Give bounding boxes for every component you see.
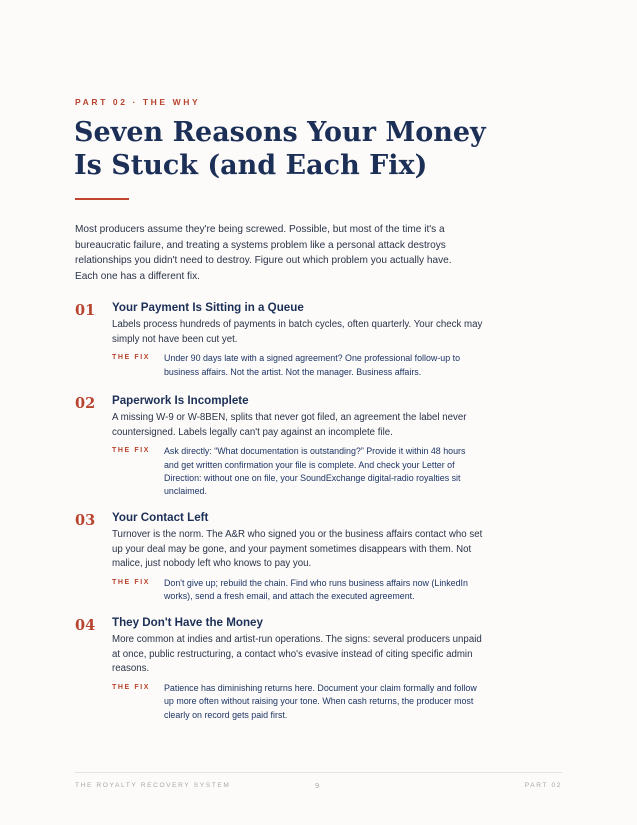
fix-text: Patience has diminishing returns here. Document your claim formally and follow up more often without raising your tone. When cash returns, the producer most clearly on record gets paid first. bbox=[164, 682, 477, 720]
fix-block bbox=[112, 445, 492, 499]
reason-text: Labels process hundreds of payments in batch cycles, often quarterly. Your check may simply not have been cut yet. bbox=[112, 319, 483, 345]
reason-title: They Don't Have the Money bbox=[112, 616, 263, 629]
fix-label: THE FIX bbox=[112, 447, 151, 455]
intro-paragraph: Most producers assume they're being screwed. Possible, but most of the time it's a bureaucratic failure, and treating a systems problem like a personal attack destroys relationships you didn't need to destroy. Figure out which problem you actually have. Each one has a different fix. bbox=[75, 224, 452, 282]
fix-label: THE FIX bbox=[112, 354, 151, 362]
fix-label: THE FIX bbox=[112, 578, 151, 586]
reason-body bbox=[112, 393, 492, 499]
section-eyebrow: PART 02 · THE WHY bbox=[75, 97, 201, 107]
reason-text: Turnover is the norm. The A&R who signed you or the business affairs contact who set up your deal may be gone, and your payment sometimes disappears with them. Not malice, just nobody left who knows to pay you. bbox=[112, 529, 483, 570]
reason-number: 01 bbox=[75, 302, 96, 319]
page-title bbox=[74, 116, 554, 182]
footer-divider bbox=[75, 772, 562, 773]
fix-block bbox=[112, 352, 492, 379]
footer-section-label: PART 02 bbox=[524, 782, 562, 789]
fix-text: Ask directly: “What documentation is outstanding?” Provide it within 48 hours and get written confirmation your file is complete. And check your Letter of Direction: without one on file, your SoundExchange digital-radio royalties sit unclaimed. bbox=[164, 446, 466, 497]
fix-block bbox=[112, 577, 492, 604]
fix-text: Under 90 days late with a signed agreement? One professional follow-up to business affairs. Not the artist. Not the manager. Business affairs. bbox=[164, 353, 461, 377]
fix-text: Don't give up; rebuild the chain. Find who runs business affairs now (LinkedIn works), send a fresh email, and attach the executed agreement. bbox=[164, 577, 468, 602]
reason-text: A missing W-9 or W-8BEN, splits that never got filed, an agreement the label never countersigned. Labels legally can't pay against an incomplete file. bbox=[112, 412, 467, 438]
reason-title: Your Payment Is Sitting in a Queue bbox=[112, 301, 304, 314]
reason-number: 04 bbox=[75, 617, 96, 634]
fix-block bbox=[112, 682, 492, 722]
page-number: 9 bbox=[315, 781, 320, 790]
reason-text: More common at indies and artist-run operations. The signs: several producers unpaid at once, public restructuring, a contact who's evasive instead of citing specific admin reasons. bbox=[112, 634, 482, 675]
reason-number: 03 bbox=[75, 512, 96, 529]
reason-body bbox=[112, 300, 492, 379]
reason-title: Paperwork Is Incomplete bbox=[112, 394, 249, 407]
reason-title: Your Contact Left bbox=[112, 511, 209, 524]
reason-number: 02 bbox=[75, 395, 96, 412]
reason-body bbox=[112, 615, 492, 722]
footer-publication-title: THE ROYALTY RECOVERY SYSTEM bbox=[75, 782, 231, 789]
fix-label: THE FIX bbox=[112, 683, 151, 691]
title-line-1: Seven Reasons Your Money bbox=[74, 117, 486, 148]
reason-body bbox=[112, 510, 492, 604]
title-accent-rule bbox=[75, 198, 129, 200]
title-line-2: Is Stuck (and Each Fix) bbox=[74, 150, 428, 181]
